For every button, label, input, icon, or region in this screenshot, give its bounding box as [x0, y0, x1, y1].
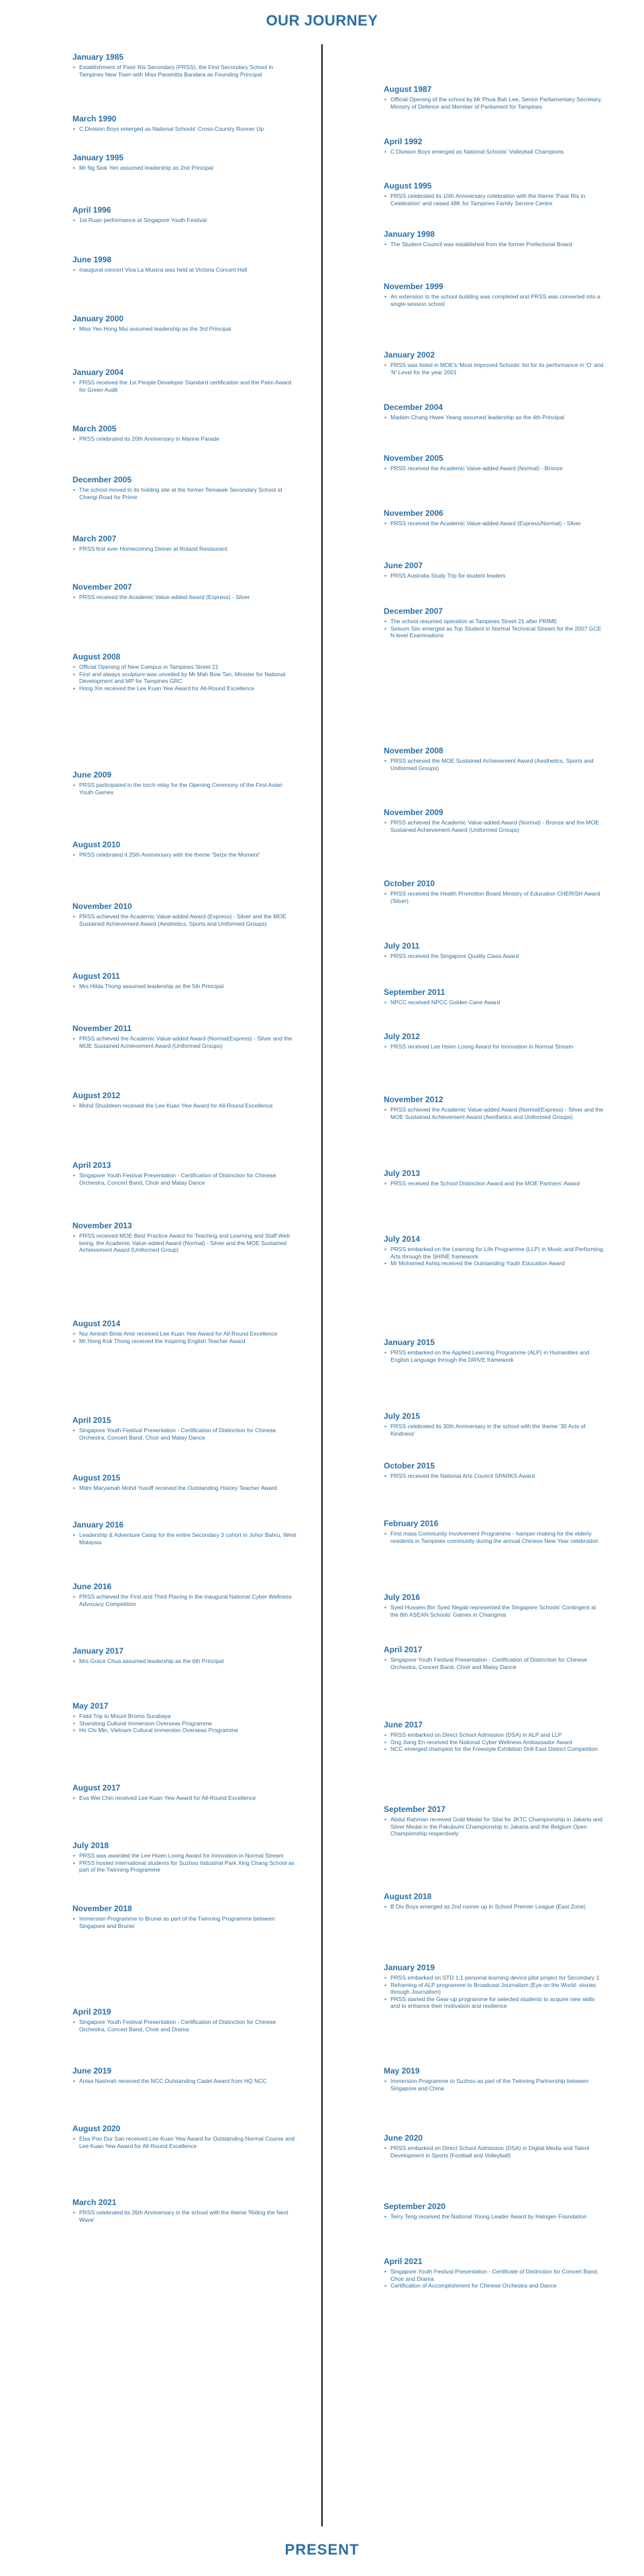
event-date: August 2020 — [72, 2124, 121, 2133]
event-date: November 2018 — [72, 1904, 132, 1913]
event-date: July 2013 — [384, 1169, 421, 1178]
event-items — [384, 96, 605, 110]
event-items — [384, 1530, 605, 1544]
event-items — [72, 663, 297, 692]
event-items — [72, 594, 297, 601]
event-date: August 2015 — [72, 1473, 121, 1483]
event-date: October 2015 — [384, 1461, 435, 1470]
timeline-event-right — [384, 508, 605, 527]
event-item: • PRSS embarked on the Learning for Life Programme (LLP) in Music and Performing Arts through the SHINE framework — [390, 1246, 605, 1260]
timeline-event-left — [72, 114, 297, 133]
timeline-event-left — [72, 1091, 297, 1110]
event-date: June 2019 — [72, 2066, 112, 2076]
timeline-event-left — [72, 582, 297, 601]
event-item: • C Division Boys emerged as National Schools' Cross-Country Runner Up — [79, 125, 297, 133]
event-item: • First and always sculpture was unveiled by Mr Mah Bow Tan, Minister for National Development and MP for Tampines GRC — [79, 671, 297, 685]
timeline-event-left — [72, 52, 297, 78]
event-date: March 2007 — [72, 534, 117, 543]
event-date: January 2019 — [384, 1963, 435, 1972]
event-item: • Mr Hong Kok Thong received the Inspiring English Teacher Award — [79, 1338, 297, 1345]
timeline-line — [321, 44, 323, 2526]
event-item: • PRSS received the Academic Value-added Award (Express) - Silver — [79, 594, 297, 601]
event-item: • Mr Ng Siok Yen assumed leadership as 2nd Principal — [79, 164, 297, 172]
event-item: • C Division Boys emerged as National Schools' Volleyball Champions — [390, 148, 605, 156]
event-items — [384, 520, 605, 527]
event-item: • NPCC received NPCC Golden Cane Award — [390, 999, 605, 1006]
event-date: January 1985 — [72, 52, 124, 62]
event-date: May 2017 — [72, 1701, 109, 1711]
event-items — [384, 1604, 605, 1618]
event-date: January 2000 — [72, 314, 124, 323]
event-item: • Immersion Programme to Brunei as part of the Twinning Programme between Singapore and Brunei — [79, 1915, 297, 1929]
event-date: May 2019 — [384, 2066, 420, 2076]
timeline-event-right — [384, 1169, 605, 1187]
present-label: PRESENT — [284, 2541, 360, 2558]
event-date: January 2015 — [384, 1338, 435, 1347]
event-items — [72, 983, 297, 990]
event-date: November 2011 — [72, 1024, 132, 1033]
timeline-event-right — [384, 879, 605, 904]
event-date: August 1987 — [384, 85, 432, 94]
event-item: • Mohd Shuddeen received the Lee Kuan Yew Award for All-Round Excellence — [79, 1102, 297, 1110]
event-item: • B Div Boys emerged as 2nd runner up in School Premier League (East Zone) — [390, 1903, 605, 1911]
event-item: • Hong Xin received the Lee Kuan Yew Award for All-Round Excellence — [79, 685, 297, 692]
event-date: June 2007 — [384, 561, 423, 570]
timeline-event-right — [384, 1032, 605, 1051]
event-item: • PRSS achieved the MOE Sustained Achievement Award (Aesthetics, Sports and Uniformed Groups) — [390, 757, 605, 771]
event-items — [384, 1472, 605, 1480]
timeline-event-left — [72, 1841, 297, 1874]
event-item: • PRSS achieved the Academic Value-added Award (Normal) - Bronze and the MOE Sustained Achievement Award (Uniformed Groups) — [390, 819, 605, 833]
event-date: November 2010 — [72, 902, 132, 911]
event-date: March 2005 — [72, 424, 117, 433]
event-items — [384, 148, 605, 156]
event-date: January 2002 — [384, 350, 435, 360]
event-date: November 2006 — [384, 508, 443, 518]
event-items — [384, 757, 605, 771]
timeline-event-right — [384, 350, 605, 376]
event-items — [72, 851, 297, 859]
event-items — [384, 465, 605, 472]
timeline-event-right — [384, 1805, 605, 1837]
event-items — [72, 545, 297, 553]
event-item: • PRSS achieved the Academic Value-added Award (Express) - Silver and the MOE Sustained Achievement Award (Aesthetics, Sports and Uniformed Groups) — [79, 913, 297, 927]
timeline-event-left — [72, 534, 297, 553]
timeline-event-left — [72, 153, 297, 172]
event-item: • Official Opening of the school by Mr Phua Bah Lee, Senior Parliamentary Secretary, Ministry of Defence and Member of Parliament for Tampines — [390, 96, 605, 110]
event-items — [72, 1532, 297, 1546]
event-date: August 2011 — [72, 971, 120, 981]
timeline-event-left — [72, 1646, 297, 1665]
event-item: • PRSS embarked on STD 1:1 personal learning device pilot project for Secondary 1 — [390, 1974, 605, 1982]
event-item: • PRSS celebrated its 30th Anniversary in the school with the theme '30 Acts of Kindness' — [390, 1423, 605, 1437]
event-items — [72, 486, 297, 500]
timeline-event-left — [72, 1221, 297, 1254]
event-items — [72, 1852, 297, 1874]
event-items — [72, 2019, 297, 2033]
timeline-event-left — [72, 652, 297, 692]
timeline-event-left — [72, 1701, 297, 1734]
timeline-event-right — [384, 1095, 605, 1120]
event-items — [384, 362, 605, 376]
event-item: • PRSS received the Academic Value-added Award (Normal) - Bronze — [390, 465, 605, 472]
event-item: • The Student Council was established from the former Prefectorial Board — [390, 241, 605, 248]
event-date: August 2010 — [72, 840, 121, 849]
timeline-event-right — [384, 1411, 605, 1437]
timeline-event-left — [72, 368, 297, 393]
event-item: • PRSS embarked on Direct School Admission (DSA) in Digital Media and Talent Development in Sports (Football and Volleyball) — [390, 2145, 605, 2159]
event-item: • PRSS was awarded the Lee Hsien Loong Award for Innovation in Normal Stream — [79, 1852, 297, 1860]
event-item: • An extension to the school building was completed and PRSS was converted into a single-session school — [390, 293, 605, 307]
timeline-event-left — [72, 1319, 297, 1344]
timeline-event-right — [384, 229, 605, 248]
event-items — [72, 1427, 297, 1441]
event-date: June 2020 — [384, 2133, 423, 2143]
event-date: July 2014 — [384, 1234, 421, 1244]
event-date: November 2013 — [72, 1221, 132, 1230]
event-date: July 2016 — [384, 1593, 421, 1602]
event-items — [72, 1172, 297, 1186]
event-date: June 2016 — [72, 1582, 112, 1591]
event-item: • Singapore Youth Festival Presentation - Certification of Distinction for Chinese Orchestra, Concert Band, Choir and Drama — [79, 2019, 297, 2033]
event-date: August 1995 — [384, 181, 432, 191]
event-items — [384, 1903, 605, 1911]
event-date: July 2012 — [384, 1032, 421, 1041]
event-date: July 2018 — [72, 1841, 109, 1850]
event-date: January 1995 — [72, 153, 124, 162]
event-items — [384, 1106, 605, 1120]
event-items — [384, 1180, 605, 1187]
event-item: • Eva Wei Chin received Lee Kuan Yew Award for All-Round Excellence — [79, 1794, 297, 1802]
timeline-event-left — [72, 770, 297, 796]
event-date: June 1998 — [72, 255, 112, 264]
event-item: • First mass Community Involvement Programme - hamper-making for the elderly residents in Tampines community during the annual Chinese New Year celebration — [390, 1530, 605, 1544]
event-item: • The school moved to its holding site at the former Temasek Secondary School at Changi Road for Prime — [79, 486, 297, 500]
event-date: April 2021 — [384, 2257, 423, 2266]
event-items — [72, 782, 297, 796]
event-item: • PRSS hosted international students for Suzhou Industrial Park Xing Chang School as part of the Twinning Programme — [79, 1860, 297, 1874]
event-item: • PRSS received the Academic Value-added Award (Express/Normal) - Silver — [390, 520, 605, 527]
event-items — [384, 2268, 605, 2290]
event-item: • Singapore Youth Festival Presentation - Certification of Distinction for Chinese Orchestra, Concert Band, Choir and Malay Dance — [390, 1656, 605, 1670]
timeline-event-left — [72, 840, 297, 859]
timeline-event-right — [384, 1234, 605, 1267]
event-item: • Singapore Youth Festival Presentation - Certification of Distinction for Chinese Orchestra, Concert Band, Choir and Malay Dance — [79, 1427, 297, 1441]
event-item: • Miss Yeo Hong Mui assumed leadership as the 3rd Principal — [79, 325, 297, 333]
event-items — [384, 999, 605, 1006]
event-date: March 1990 — [72, 114, 117, 123]
event-items — [72, 1485, 297, 1492]
event-item: • Madam Chang Hwee Yeang assumed leadership as the 4th Principal — [390, 414, 605, 421]
event-date: February 2016 — [384, 1519, 439, 1528]
event-date: August 2018 — [384, 1892, 432, 1901]
event-items — [384, 1423, 605, 1437]
event-date: January 2016 — [72, 1520, 124, 1529]
event-item: • Abdul Rahman received Gold Medal for Silat for JKTC Championship in Jakarta and Silver Medal in the Pakubumi Championship in Jakarta and the Belgium Open Championship respectively — [390, 1816, 605, 1837]
event-items — [384, 1043, 605, 1051]
event-item: • PRSS achieved the First and Third Placing in the inaugural National Cyber Wellness Advocacy Competition — [79, 1593, 297, 1607]
event-item: • Reframing of ALP programme to Broadcast Journalism (Eye on the World- stories through Journalism) — [390, 1982, 605, 1996]
timeline-event-right — [384, 1720, 605, 1753]
event-items — [384, 293, 605, 307]
timeline-event-left — [72, 424, 297, 443]
event-items — [72, 125, 297, 133]
event-date: December 2005 — [72, 475, 132, 484]
event-date: September 2017 — [384, 1805, 446, 1814]
timeline-event-left — [72, 1473, 297, 1492]
timeline-event-right — [384, 282, 605, 307]
timeline-event-right — [384, 1645, 605, 1670]
timeline-event-right — [384, 808, 605, 833]
timeline-event-left — [72, 2198, 297, 2223]
event-date: April 1996 — [72, 205, 111, 215]
event-item: • Terry Teng received the National Young Leader Award by Halogen Foundation — [390, 2213, 605, 2220]
event-date: November 2012 — [384, 1095, 443, 1104]
event-items — [72, 1794, 297, 1802]
timeline-event-right — [384, 2133, 605, 2159]
event-item: • Elsa Poo Dur San received Lee Kuan Yew Award for Outstanding Normal Course and Lee Kuan Yew Award for All-Round Excellence — [79, 2135, 297, 2149]
event-items — [384, 1349, 605, 1363]
event-items — [384, 890, 605, 904]
event-date: December 2004 — [384, 402, 443, 412]
timeline-event-right — [384, 606, 605, 639]
timeline-event-right — [384, 1461, 605, 1480]
event-item: • Mdm Maryamah Mohd Yusoff received the Outstanding History Teacher Award — [79, 1485, 297, 1492]
event-items — [384, 1816, 605, 1837]
event-items — [72, 2209, 297, 2223]
event-item: • Official Opening of New Campus in Tampines Street 21 — [79, 663, 297, 671]
timeline-event-left — [72, 205, 297, 224]
event-item: • PRSS was listed in MOE's 'Most Improved Schools' list for its performance in 'O' and 'N' Level for the year 2001 — [390, 362, 605, 376]
event-item: • NCC emerged champion for the Freestyle Exhibition Drill East District Competition — [390, 1746, 605, 1753]
timeline-event-left — [72, 1783, 297, 1802]
timeline-event-left — [72, 1582, 297, 1607]
event-items — [384, 193, 605, 207]
event-items — [72, 2078, 297, 2085]
event-date: August 2008 — [72, 652, 121, 661]
event-date: June 2009 — [72, 770, 112, 780]
event-item: • Ong Jiang En received the National Cyber Wellness Ambassador Award — [390, 1739, 605, 1746]
event-item: • PRSS embarked on the Applied Learning Programme (ALP) in Humanities and English Language through the DRIVE framework — [390, 1349, 605, 1363]
event-item: • PRSS started the Gear-up programme for selected students to acquire new skills and to enhance their motivation and resilience — [390, 1996, 605, 2010]
event-items — [384, 1731, 605, 1753]
event-items — [72, 1658, 297, 1665]
timeline-event-right — [384, 746, 605, 771]
event-item: • PRSS celebrated its 10th Anniversary celebration with the theme 'Pasir Ris in Celebration' and raised 48K for Tampines Family Service Centre — [390, 193, 605, 207]
event-item: • PRSS received the School Distinction Award and the MOE Partners' Award — [390, 1180, 605, 1187]
event-date: March 2021 — [72, 2198, 117, 2207]
event-item: • PRSS celebrated it 25th Anniversary with the theme 'Seize the Moment' — [79, 851, 297, 859]
event-item: • Syed Hussein Bin Syed Negab represented the Singapore Schools' Contingent at the 8th ASEAN Schools' Games in Chiangmai — [390, 1604, 605, 1618]
page-title: OUR JOURNEY — [266, 12, 378, 29]
event-date: December 2007 — [384, 606, 443, 616]
event-item: • PRSS embarked on Direct School Admission (DSA) in ALP and LLP — [390, 1731, 605, 1739]
event-item: • Shandong Cultural Immersion Overseas Programme — [79, 1720, 297, 1727]
event-item: • 1st Ruan performance at Singapore Youth Festival — [79, 217, 297, 224]
event-items — [72, 379, 297, 393]
event-item: • Mrs Grace Chua assumed leadership as the 6th Principal — [79, 1658, 297, 1665]
event-items — [384, 241, 605, 248]
event-items — [384, 1246, 605, 1267]
event-items — [72, 913, 297, 927]
event-item: • PRSS celebrated its 35th Anniversary in the school with the theme 'Riding the Next Wave' — [79, 2209, 297, 2223]
event-items — [72, 2135, 297, 2149]
event-items — [384, 618, 605, 639]
event-date: November 2007 — [72, 582, 132, 592]
timeline-event-left — [72, 255, 297, 274]
event-date: January 2017 — [72, 1646, 124, 1656]
event-date: September 2020 — [384, 2202, 446, 2211]
event-date: April 2017 — [384, 1645, 423, 1654]
event-items — [384, 414, 605, 421]
event-item: • Establishment of Pasir Ris Secondary (PRSS), the First Secondary School in Tampines New Town with Miss Paramitta Bandara as Founding Principal — [79, 64, 297, 78]
event-items — [72, 325, 297, 333]
timeline-event-left — [72, 1520, 297, 1546]
event-items — [72, 1035, 297, 1049]
timeline-event-right — [384, 85, 605, 110]
timeline-event-right — [384, 402, 605, 421]
timeline-event-left — [72, 1904, 297, 1929]
event-item: • PRSS received the Health Promotion Board Ministry of Education CHERISH Award (Silver) — [390, 890, 605, 904]
event-item: • PRSS received the Singapore Quality Class Award — [390, 953, 605, 960]
event-items — [72, 1232, 297, 1254]
timeline-event-left — [72, 1024, 297, 1049]
event-items — [72, 1330, 297, 1344]
timeline-event-right — [384, 2066, 605, 2092]
timeline-event-left — [72, 475, 297, 500]
event-items — [384, 2213, 605, 2220]
event-items — [72, 164, 297, 172]
timeline-event-right — [384, 1338, 605, 1363]
event-date: November 1999 — [384, 282, 443, 291]
event-items — [384, 1974, 605, 2010]
event-date: November 2005 — [384, 453, 443, 463]
event-item: • PRSS received MOE Best Practice Award for Teaching and Learning and Staff Well-being, the Academic Value-added Award (Normal) - Silver and the MOE Sustained Achievement Award (Uniformed Group) — [79, 1232, 297, 1254]
event-date: April 1992 — [384, 137, 423, 146]
event-items — [72, 1593, 297, 1607]
timeline-event-right — [384, 1963, 605, 2010]
event-items — [72, 435, 297, 443]
event-date: August 2014 — [72, 1319, 121, 1328]
event-item: • PRSS received the 1st People Developer Standard certification and the Palm Award for Green Audit — [79, 379, 297, 393]
event-item: • PRSS first ever Homecoming Dinner at Roland Restaurant — [79, 545, 297, 553]
event-date: August 2012 — [72, 1091, 121, 1100]
event-items — [384, 953, 605, 960]
event-item: • Singapore Youth Festival Presentation - Certificate of Distinction for Concert Band, Choir and Drama — [390, 2268, 605, 2282]
event-item: • Selvum Siin emerged as Top Student in Normal Technical Stream for the 2007 GCE N level Examinations — [390, 625, 605, 639]
timeline-event-right — [384, 941, 605, 960]
event-item: • Singapore Youth Festival Presentation - Certification of Distinction for Chinese Orchestra, Concert Band, Choir and Malay Dance — [79, 1172, 297, 1186]
event-items — [72, 1102, 297, 1110]
event-item: • Inaugural concert Viva La Musica was held at Victoria Concert Hall — [79, 266, 297, 274]
timeline-event-left — [72, 902, 297, 927]
timeline-event-right — [384, 561, 605, 580]
event-date: November 2008 — [384, 746, 443, 755]
event-date: July 2011 — [384, 941, 420, 951]
timeline-event-left — [72, 1161, 297, 1186]
event-items — [384, 1656, 605, 1670]
event-item: • Ho Chi Min, Vietnam Cultural Immersion Overseas Programme — [79, 1727, 297, 1734]
timeline-event-right — [384, 453, 605, 472]
event-item: • PRSS received Lee Hsien Loong Award for Innovation in Normal Stream — [390, 1043, 605, 1051]
event-items — [384, 572, 605, 580]
event-date: April 2015 — [72, 1415, 111, 1425]
event-item: • The school resumed operation at Tampines Street 21 after PRIME — [390, 618, 605, 625]
event-date: April 2019 — [72, 2007, 111, 2017]
event-items — [72, 266, 297, 274]
event-item: • PRSS achieved the Academic Value-added Award (Normal(Express) - Silver and the MOE Sustained Achievement Award (Aesthetics and Uniformed Groups) — [390, 1106, 605, 1120]
timeline-event-left — [72, 2124, 297, 2149]
event-date: October 2010 — [384, 879, 435, 888]
timeline-event-left — [72, 2066, 297, 2085]
timeline-event-right — [384, 1519, 605, 1544]
event-item: • PRSS celebrated its 20th Anniversary in Marine Parade — [79, 435, 297, 443]
event-items — [384, 2145, 605, 2159]
event-item: • PRSS received the National Arts Council SPARKS Award — [390, 1472, 605, 1480]
event-item: • Mr Mohamed Ashiq received the Outstanding Youth Education Award — [390, 1260, 605, 1267]
event-item: • PRSS participated in the torch relay for the Opening Ceremony of the First Asian Youth Games — [79, 782, 297, 796]
timeline-event-right — [384, 2202, 605, 2220]
event-items — [72, 1713, 297, 1734]
event-date: April 2013 — [72, 1161, 111, 1170]
event-items — [72, 64, 297, 78]
timeline-event-right — [384, 181, 605, 207]
event-item: • PRSS Australia Study Trip for student leaders — [390, 572, 605, 580]
timeline-event-right — [384, 137, 605, 156]
event-date: July 2015 — [384, 1411, 421, 1421]
timeline-event-right — [384, 2257, 605, 2290]
event-date: January 1998 — [384, 229, 435, 239]
event-item: • Anisa Nashrah received the NCC Outstanding Cadet Award from HQ NCC — [79, 2078, 297, 2085]
timeline-event-right — [384, 1892, 605, 1911]
timeline-event-right — [384, 987, 605, 1006]
timeline-event-right — [384, 1593, 605, 1618]
event-date: November 2009 — [384, 808, 443, 817]
event-date: September 2011 — [384, 987, 445, 997]
timeline-event-left — [72, 2007, 297, 2033]
event-item: • Mrs Hilda Thong assumed leadership as the 5th Principal — [79, 983, 297, 990]
event-item: • Field Trip to Mount Bromo Surabaya — [79, 1713, 297, 1720]
event-date: August 2017 — [72, 1783, 121, 1792]
event-item: • Leadership & Adventure Camp for the entire Secondary 3 cohort in Johor Bahru, West Malaysia — [79, 1532, 297, 1546]
event-item: • PRSS achieved the Academic Value-added Award (Normal(Express) - Silver and the MOE Sustained Achievement Award (Uniformed Groups) — [79, 1035, 297, 1049]
event-items — [72, 1915, 297, 1929]
event-item: • Certification of Accomplishment for Chinese Orchestra and Dance — [390, 2282, 605, 2290]
timeline-event-left — [72, 314, 297, 333]
event-items — [384, 2078, 605, 2092]
event-item: • Nur Amirah Binte Amir received Lee Kuan Yew Award for All-Round Excellence — [79, 1330, 297, 1338]
event-date: June 2017 — [384, 1720, 423, 1729]
timeline-event-left — [72, 1415, 297, 1441]
event-items — [72, 217, 297, 224]
event-items — [384, 819, 605, 833]
event-item: • Immersion Programme to Suzhou as part of the Twinning Partnership between Singapore and China — [390, 2078, 605, 2092]
event-date: January 2004 — [72, 368, 124, 377]
timeline-event-left — [72, 971, 297, 990]
